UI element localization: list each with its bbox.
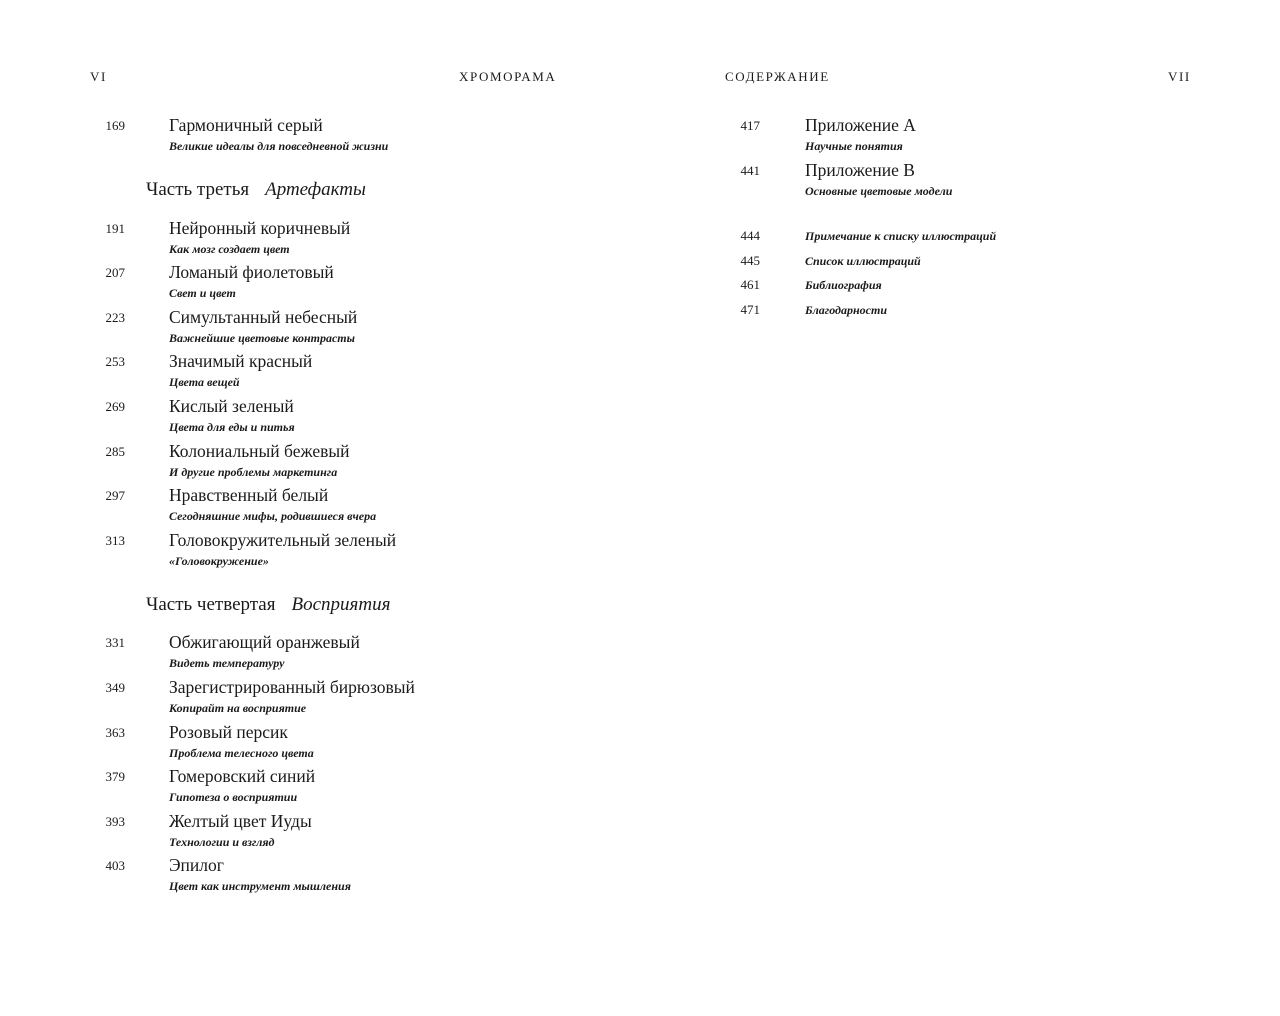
left-page-contents xyxy=(0,114,640,899)
toc-chapter-title: Головокружительный зеленый xyxy=(169,529,397,550)
toc-chapter-subtitle: Видеть температуру xyxy=(169,656,285,671)
toc-entry[interactable] xyxy=(0,114,640,159)
toc-page-number: 223 xyxy=(105,309,125,325)
toc-chapter-title: Гомеровский синий xyxy=(169,766,316,787)
toc-page-number: 403 xyxy=(105,858,125,874)
book-title-running-head: ХРОМОРАМА xyxy=(459,69,557,84)
part-name: Восприятия xyxy=(291,593,391,615)
toc-page-number: 253 xyxy=(105,354,125,370)
back-matter-list xyxy=(640,226,1280,324)
toc-entry[interactable] xyxy=(0,350,640,395)
toc-page-number: 349 xyxy=(105,679,125,695)
toc-entry[interactable] xyxy=(0,306,640,351)
toc-chapter-title: Значимый красный xyxy=(169,351,313,372)
toc-chapter-title: Колониальный бежевый xyxy=(169,440,350,461)
part-heading xyxy=(0,591,640,619)
back-matter-item[interactable] xyxy=(640,275,1280,300)
toc-page-number: 313 xyxy=(105,532,125,548)
toc-entry[interactable] xyxy=(0,529,640,574)
back-matter-title: Примечание к списку иллюстраций xyxy=(805,229,997,244)
toc-chapter-subtitle: Великие идеалы для повседневной жизни xyxy=(169,139,389,153)
toc-page-number: 169 xyxy=(105,118,125,133)
toc-chapter-subtitle: Основные цветовые модели xyxy=(805,183,953,198)
toc-chapter-subtitle: Как мозг создает цвет xyxy=(169,241,290,256)
right-page-number: VII xyxy=(1168,69,1191,84)
back-matter-item[interactable] xyxy=(640,251,1280,276)
toc-chapter-title: Ломаный фиолетовый xyxy=(169,262,334,283)
right-page-contents xyxy=(640,114,1280,325)
toc-chapter-subtitle: Цвет как инструмент мышления xyxy=(169,879,351,894)
toc-chapter-subtitle: Свет и цвет xyxy=(169,286,236,301)
toc-page-number: 444 xyxy=(740,228,760,244)
toc-chapter-title: Нравственный белый xyxy=(169,485,329,506)
toc-entry[interactable] xyxy=(0,484,640,529)
back-matter-title: Список иллюстраций xyxy=(805,253,921,268)
toc-entry[interactable] xyxy=(0,217,640,262)
toc-page-number: 285 xyxy=(105,443,125,459)
contents-running-head: СОДЕРЖАНИЕ xyxy=(725,69,830,84)
part-label: Часть третья xyxy=(146,179,250,201)
toc-entry[interactable] xyxy=(0,854,640,899)
toc-entry[interactable] xyxy=(0,631,640,676)
toc-entry[interactable] xyxy=(0,810,640,855)
toc-chapter-subtitle: Проблема телесного цвета xyxy=(169,745,314,760)
toc-page-number: 417 xyxy=(740,118,760,133)
toc-entry[interactable] xyxy=(0,676,640,721)
part-label: Часть четвертая xyxy=(146,593,276,615)
toc-chapter-subtitle: Технологии и взгляд xyxy=(169,834,275,849)
toc-page-number: 461 xyxy=(740,277,760,293)
toc-chapter-title: Гармоничный серый xyxy=(169,115,323,135)
toc-chapter-title: Приложение A xyxy=(805,115,916,135)
toc-chapter-title: Обжигающий оранжевый xyxy=(169,632,360,653)
toc-chapter-subtitle: Научные понятия xyxy=(805,139,903,153)
toc-page-number: 331 xyxy=(105,635,125,651)
toc-chapter-title: Приложение B xyxy=(805,159,915,180)
toc-chapter-title: Розовый персик xyxy=(169,721,288,742)
toc-page-number: 207 xyxy=(105,265,125,281)
toc-page-number: 445 xyxy=(740,252,760,268)
toc-entry[interactable] xyxy=(0,261,640,306)
toc-page-number: 379 xyxy=(105,769,125,785)
toc-chapter-subtitle: Важнейшие цветовые контрасты xyxy=(169,330,355,345)
toc-chapter-subtitle: Цвета вещей xyxy=(169,375,240,390)
toc-chapter-subtitle: Цвета для еды и питья xyxy=(169,419,295,434)
toc-chapter-title: Симультанный небесный xyxy=(169,306,358,327)
back-matter-title: Благодарности xyxy=(805,302,888,317)
toc-entry[interactable] xyxy=(0,395,640,440)
toc-page-number: 363 xyxy=(105,724,125,740)
back-matter-title: Библиография xyxy=(805,278,882,293)
toc-entry[interactable] xyxy=(0,440,640,485)
part-heading xyxy=(0,176,640,204)
toc-chapter-title: Желтый цвет Иуды xyxy=(169,810,312,831)
left-page-number: VI xyxy=(90,69,107,84)
toc-entry[interactable] xyxy=(0,721,640,766)
toc-chapter-subtitle: Копирайт на восприятие xyxy=(169,700,307,715)
back-matter-item[interactable] xyxy=(640,226,1280,251)
toc-page-number: 297 xyxy=(105,488,125,504)
toc-entry[interactable] xyxy=(0,765,640,810)
toc-page-number: 269 xyxy=(105,398,125,414)
toc-chapter-subtitle: Сегодняшние мифы, родившиеся вчера xyxy=(169,509,377,524)
toc-page-number: 441 xyxy=(740,162,760,178)
toc-page-number: 191 xyxy=(105,220,125,236)
toc-page-number: 393 xyxy=(105,813,125,829)
toc-chapter-subtitle: Гипотеза о восприятии xyxy=(169,790,298,805)
toc-chapter-title: Нейронный коричневый xyxy=(169,217,351,238)
part-name: Артефакты xyxy=(265,179,366,201)
toc-chapter-subtitle: И другие проблемы маркетинга xyxy=(169,464,338,479)
toc-chapter-subtitle: «Головокружение» xyxy=(169,553,269,568)
toc-chapter-title: Зарегистрированный бирюзовый xyxy=(169,676,415,697)
back-matter-item[interactable] xyxy=(640,300,1280,325)
toc-entry[interactable] xyxy=(640,114,1280,159)
toc-chapter-title: Кислый зеленый xyxy=(169,395,294,416)
toc-entry[interactable] xyxy=(640,159,1280,204)
toc-chapter-title: Эпилог xyxy=(169,855,224,876)
toc-page-number: 471 xyxy=(740,301,760,317)
